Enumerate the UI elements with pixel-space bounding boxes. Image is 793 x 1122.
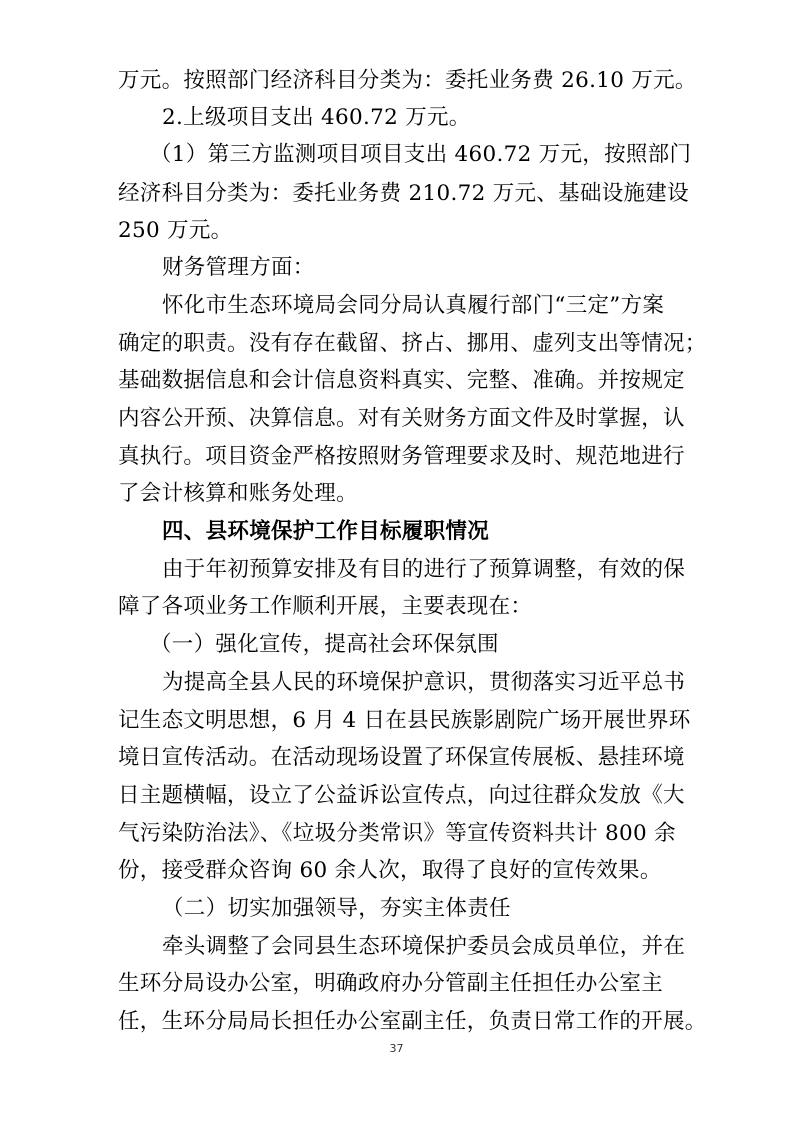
text-line: 日主题横幅，设立了公益诉讼宣传点，向过往群众发放《大 bbox=[118, 783, 685, 808]
text-line: （1）第三方监测项目项目支出 460.72 万元，按照部门 bbox=[150, 142, 692, 167]
text-line: 境日宣传活动。在活动现场设置了环保宣传展板、悬挂环境 bbox=[118, 745, 685, 770]
text-line: 真执行。项目资金严格按照财务管理要求及时、规范地进行 bbox=[118, 444, 685, 469]
text-line: 基础数据信息和会计信息资料真实、完整、准确。并按规定 bbox=[118, 368, 685, 393]
text-line: 了会计核算和账务处理。 bbox=[118, 481, 358, 506]
text-line: 确定的职责。没有存在截留、挤占、挪用、虚列支出等情况； bbox=[118, 331, 707, 356]
page-number: 37 bbox=[389, 1042, 404, 1055]
text-line: 万元。按照部门经济科目分类为：委托业务费 26.10 万元。 bbox=[118, 68, 697, 93]
subsection-heading: （一）强化宣传，提高社会环保氛围 bbox=[150, 632, 499, 657]
text-line: 份，接受群众咨询 60 余人次，取得了良好的宣传效果。 bbox=[118, 858, 662, 883]
text-line: 内容公开预、决算信息。对有关财务方面文件及时掌握，认 bbox=[118, 406, 685, 431]
text-line: 怀化市生态环境局会同分局认真履行部门“三定”方案 bbox=[162, 293, 665, 318]
text-line: 生环分局设办公室，明确政府办分管副主任担任办公室主 bbox=[118, 971, 664, 996]
text-line: 财务管理方面： bbox=[162, 255, 315, 280]
text-line: 2.上级项目支出 460.72 万元。 bbox=[162, 105, 471, 130]
text-line: 记生态文明思想，6 月 4 日在县民族影剧院广场开展世界环 bbox=[118, 708, 691, 733]
text-line: 任，生环分局局长担任办公室副主任，负责日常工作的开展。 bbox=[118, 1009, 707, 1034]
section-heading: 四、县环境保护工作目标履职情况 bbox=[162, 519, 490, 544]
text-line: 障了各项业务工作顺利开展，主要表现在： bbox=[118, 594, 533, 619]
subsection-heading: （二）切实加强领导，夯实主体责任 bbox=[162, 896, 511, 921]
text-line: 牵头调整了会同县生态环境保护委员会成员单位，并在 bbox=[162, 934, 686, 959]
text-line: 经济科目分类为：委托业务费 210.72 万元、基础设施建设 bbox=[118, 181, 689, 206]
text-line: 250 万元。 bbox=[118, 218, 233, 243]
text-line: 由于年初预算安排及有目的进行了预算调整，有效的保 bbox=[162, 557, 686, 582]
text-line: 气污染防治法》、《垃圾分类常识》等宣传资料共计 800 余 bbox=[118, 821, 676, 846]
text-line: 为提高全县人民的环境保护意识，贯彻落实习近平总书 bbox=[162, 670, 686, 695]
